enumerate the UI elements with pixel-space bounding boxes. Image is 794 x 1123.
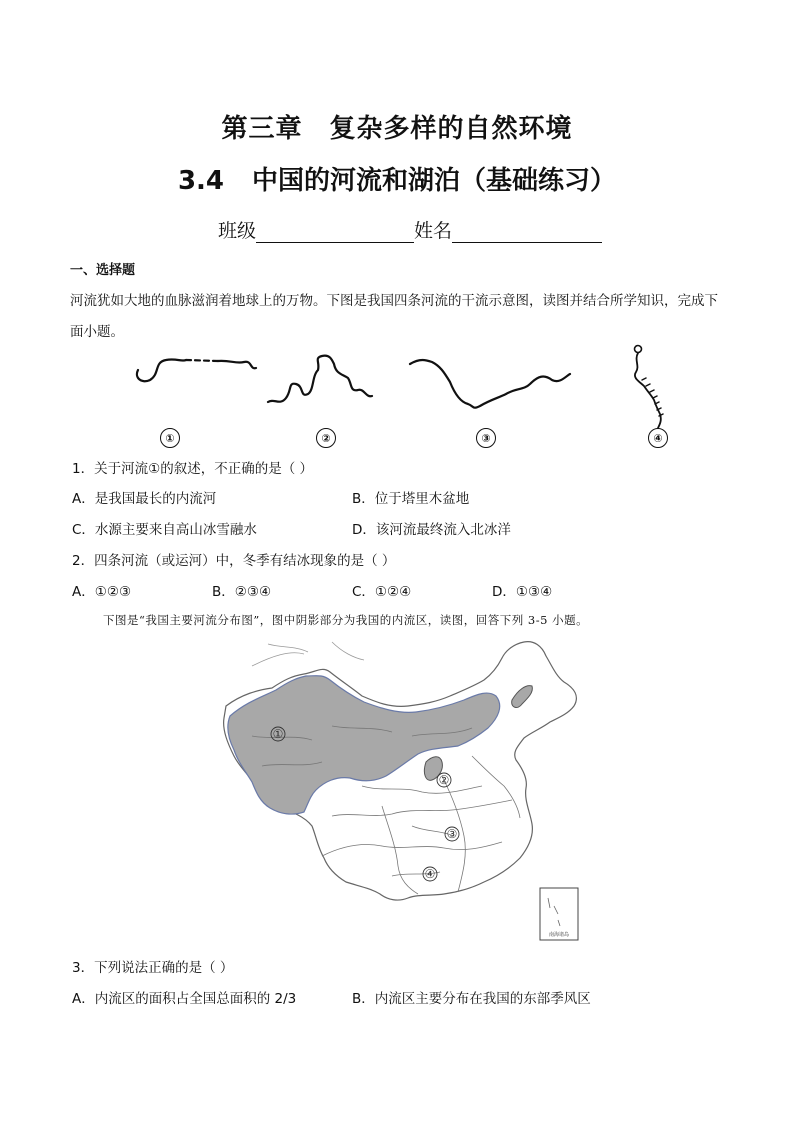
q1-option-a[interactable]: A．是我国最长的内流河 [72,491,217,507]
class-label: 班级 [218,220,257,242]
china-river-map [212,636,592,946]
river-label-4: ④ [648,428,668,448]
section-heading: 一、选择题 [70,263,136,278]
q2-option-a[interactable]: A．①②③ [72,584,132,600]
q2-option-d[interactable]: D．①③④ [492,584,553,600]
map-label-3: ③ [446,827,458,841]
section-number: 3.4 [177,166,225,196]
q2-option-c[interactable]: C．①②④ [352,584,412,600]
map-label-2: ② [438,773,450,787]
map-label-1: ① [272,727,284,741]
chapter-title: 第三章 复杂多样的自然环境 [221,114,573,144]
q2-option-b[interactable]: B．②③④ [212,584,272,600]
question-1-stem: 1．关于河流①的叙述，不正确的是（ ） [72,461,313,477]
river-4-shape [635,353,661,428]
q3-option-b[interactable]: B．内流区主要分布在我国的东部季风区 [352,991,591,1007]
section-title-row [0,160,794,197]
class-blank[interactable] [256,220,414,243]
river-label-1: ① [160,428,180,448]
q1-option-c[interactable]: C．水源主要来自高山冰雪融水 [72,522,257,538]
section-title: 中国的河流和湖泊（基础练习） [252,166,617,196]
q3-option-a[interactable]: A．内流区的面积占全国总面积的 2/3 [72,991,297,1007]
river-2-shape [268,356,372,402]
river-1-dashed [186,360,218,361]
map-label-4: ④ [424,867,436,881]
river-1-shape [137,359,186,381]
inset-label: 南海诸岛 [548,932,570,938]
river-3-shape [410,360,570,408]
map-caption: 下图是“我国主要河流分布图”，图中阴影部分为我国的内流区，读图，回答下列 3-5 小题。 [103,613,589,627]
name-blank[interactable] [452,220,602,243]
river-label-3: ③ [476,428,496,448]
river-figure [120,340,680,450]
question-2-stem: 2．四条河流（或运河）中，冬季有结冰现象的是（ ） [72,553,396,569]
q1-option-d[interactable]: D．该河流最终流入北冰洋 [352,522,511,538]
name-label: 姓名 [414,220,453,242]
q1-option-b[interactable]: B．位于塔里木盆地 [352,491,470,507]
question-3-stem: 3．下列说法正确的是（ ） [72,960,234,976]
intro-paragraph: 河流犹如大地的血脉滋润着地球上的万物。下图是我国四条河流的干流示意图，读图并结合所学知识，完成下面小题。 [70,293,718,340]
river-label-2: ② [316,428,336,448]
student-info-line [218,216,602,243]
